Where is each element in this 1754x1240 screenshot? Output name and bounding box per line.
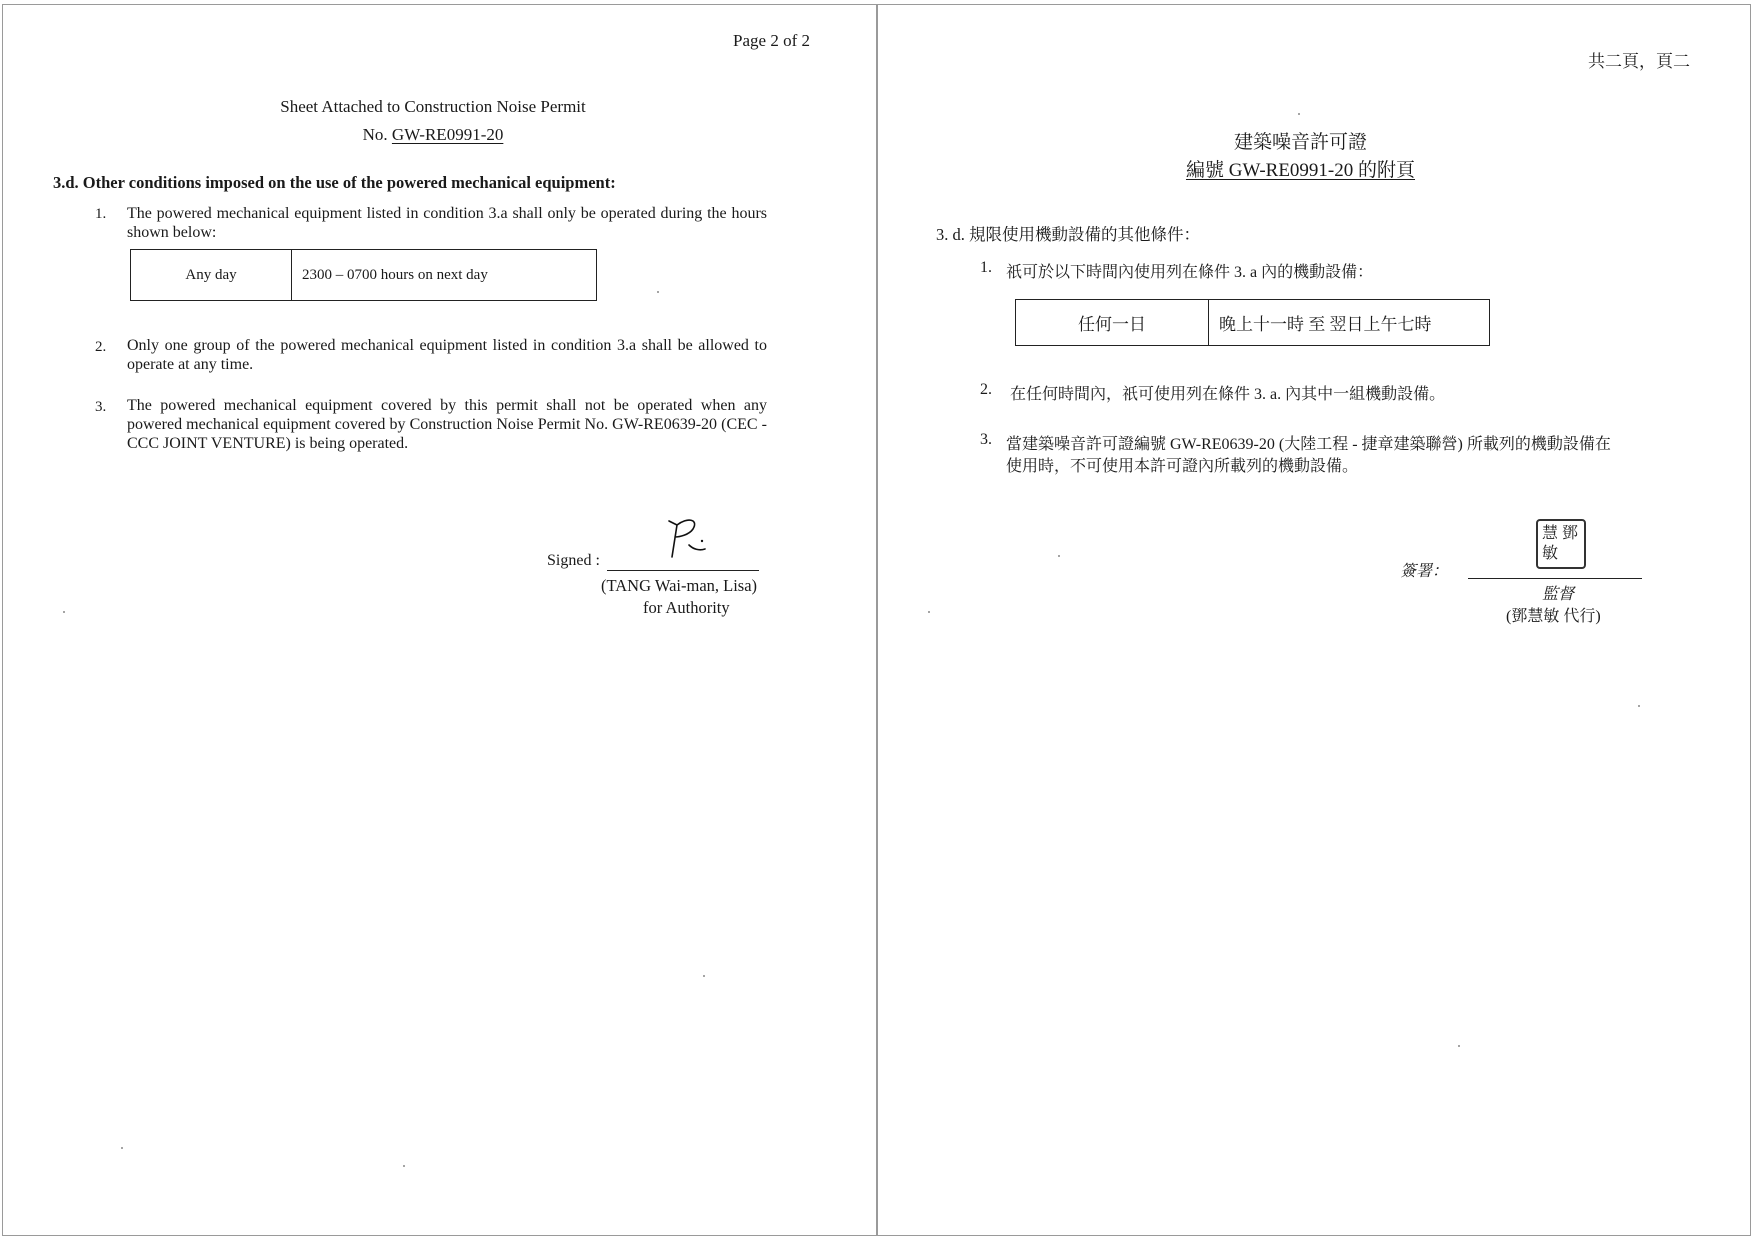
document-title: Sheet Attached to Construction Noise Permit bbox=[280, 97, 586, 116]
official-seal bbox=[1536, 519, 1586, 569]
scan-speck bbox=[928, 611, 930, 613]
scan-speck bbox=[703, 975, 705, 977]
page-number: 共二頁，頁二 bbox=[1588, 52, 1690, 71]
scan-speck bbox=[1058, 555, 1060, 557]
hours-table bbox=[1015, 299, 1490, 346]
document-title: 建築噪音許可證 bbox=[1233, 132, 1367, 153]
table-row bbox=[131, 250, 597, 301]
permit-number: GW-RE0991-20 bbox=[391, 125, 504, 144]
scan-speck bbox=[403, 1165, 405, 1167]
seal-char: 鄧 bbox=[1562, 525, 1579, 542]
seal-char: 慧 bbox=[1542, 525, 1559, 542]
handwritten-signature bbox=[663, 515, 713, 563]
condition-number: 1. bbox=[980, 259, 992, 276]
condition-number: 1. bbox=[95, 206, 107, 222]
signer-name: (TANG Wai-man, Lisa) bbox=[601, 576, 758, 595]
signed-label: Signed : bbox=[547, 552, 600, 569]
condition-text: The powered mechanical equipment listed in condition 3.a shall only be operated during the hours shown below: bbox=[127, 205, 767, 241]
page-number: Page 2 of 2 bbox=[733, 31, 810, 50]
deputy-signer: (鄧慧敏 代行) bbox=[1506, 608, 1601, 625]
signature-line bbox=[607, 570, 759, 571]
condition-text: The powered mechanical equipment covered by this permit shall not be operated when any powered mechanical equipment covered by Construction Noise Permit No. GW-RE0639-20 (CEC - CCC JOINT VENTURE) is being operated. bbox=[127, 397, 767, 452]
condition-text: 在任何時間內，祇可使用列在條件 3. a. 內其中一組機動設備。 bbox=[1010, 386, 1446, 403]
scan-speck bbox=[1298, 113, 1300, 115]
chinese-page bbox=[877, 4, 1751, 1236]
scan-speck bbox=[1638, 705, 1640, 707]
section-heading: 3. d. 規限使用機動設備的其他條件： bbox=[936, 225, 1200, 244]
signed-label: 簽署： bbox=[1400, 563, 1449, 580]
permit-number-line bbox=[3, 125, 863, 145]
day-cell: Any day bbox=[131, 250, 292, 301]
section-heading: 3.d. Other conditions imposed on the use of the powered mechanical equipment: bbox=[53, 173, 616, 192]
scan-speck bbox=[657, 291, 659, 293]
condition-text: Only one group of the powered mechanical equipment listed in condition 3.a shall be allowed to operate at any time. bbox=[127, 337, 767, 373]
condition-text-line: 使用時，不可使用本許可證內所載列的機動設備。 bbox=[1006, 458, 1359, 475]
condition-text-line: 當建築噪音許可證編號 GW-RE0639-20 (大陸工程 - 捷章建築聯營) 所載列的機動設備在 bbox=[1006, 436, 1611, 453]
scan-speck bbox=[121, 1147, 123, 1149]
condition-number: 3. bbox=[95, 399, 107, 415]
signer-title: 監督 bbox=[1542, 586, 1575, 603]
scan-speck bbox=[1458, 1045, 1460, 1047]
condition-text: 祇可於以下時間內使用列在條件 3. a 內的機動設備： bbox=[1006, 264, 1374, 281]
for-authority: for Authority bbox=[643, 598, 730, 617]
condition-number: 2. bbox=[980, 381, 992, 398]
permit-prefix: No. bbox=[362, 125, 388, 144]
table-row bbox=[1016, 300, 1490, 346]
condition-number: 3. bbox=[980, 431, 992, 448]
hours-cell: 2300 – 0700 hours on next day bbox=[292, 250, 597, 301]
day-cell: 任何一日 bbox=[1016, 300, 1209, 346]
signature-line bbox=[1468, 578, 1642, 579]
permit-number-line: 編號 GW-RE0991-20 的附頁 bbox=[1185, 160, 1416, 181]
hours-table bbox=[130, 249, 597, 301]
scan-speck bbox=[63, 611, 65, 613]
seal-char: 敏 bbox=[1542, 545, 1559, 562]
hours-cell: 晚上十一時 至 翌日上午七時 bbox=[1209, 300, 1490, 346]
english-page bbox=[2, 4, 877, 1236]
condition-number: 2. bbox=[95, 339, 107, 355]
